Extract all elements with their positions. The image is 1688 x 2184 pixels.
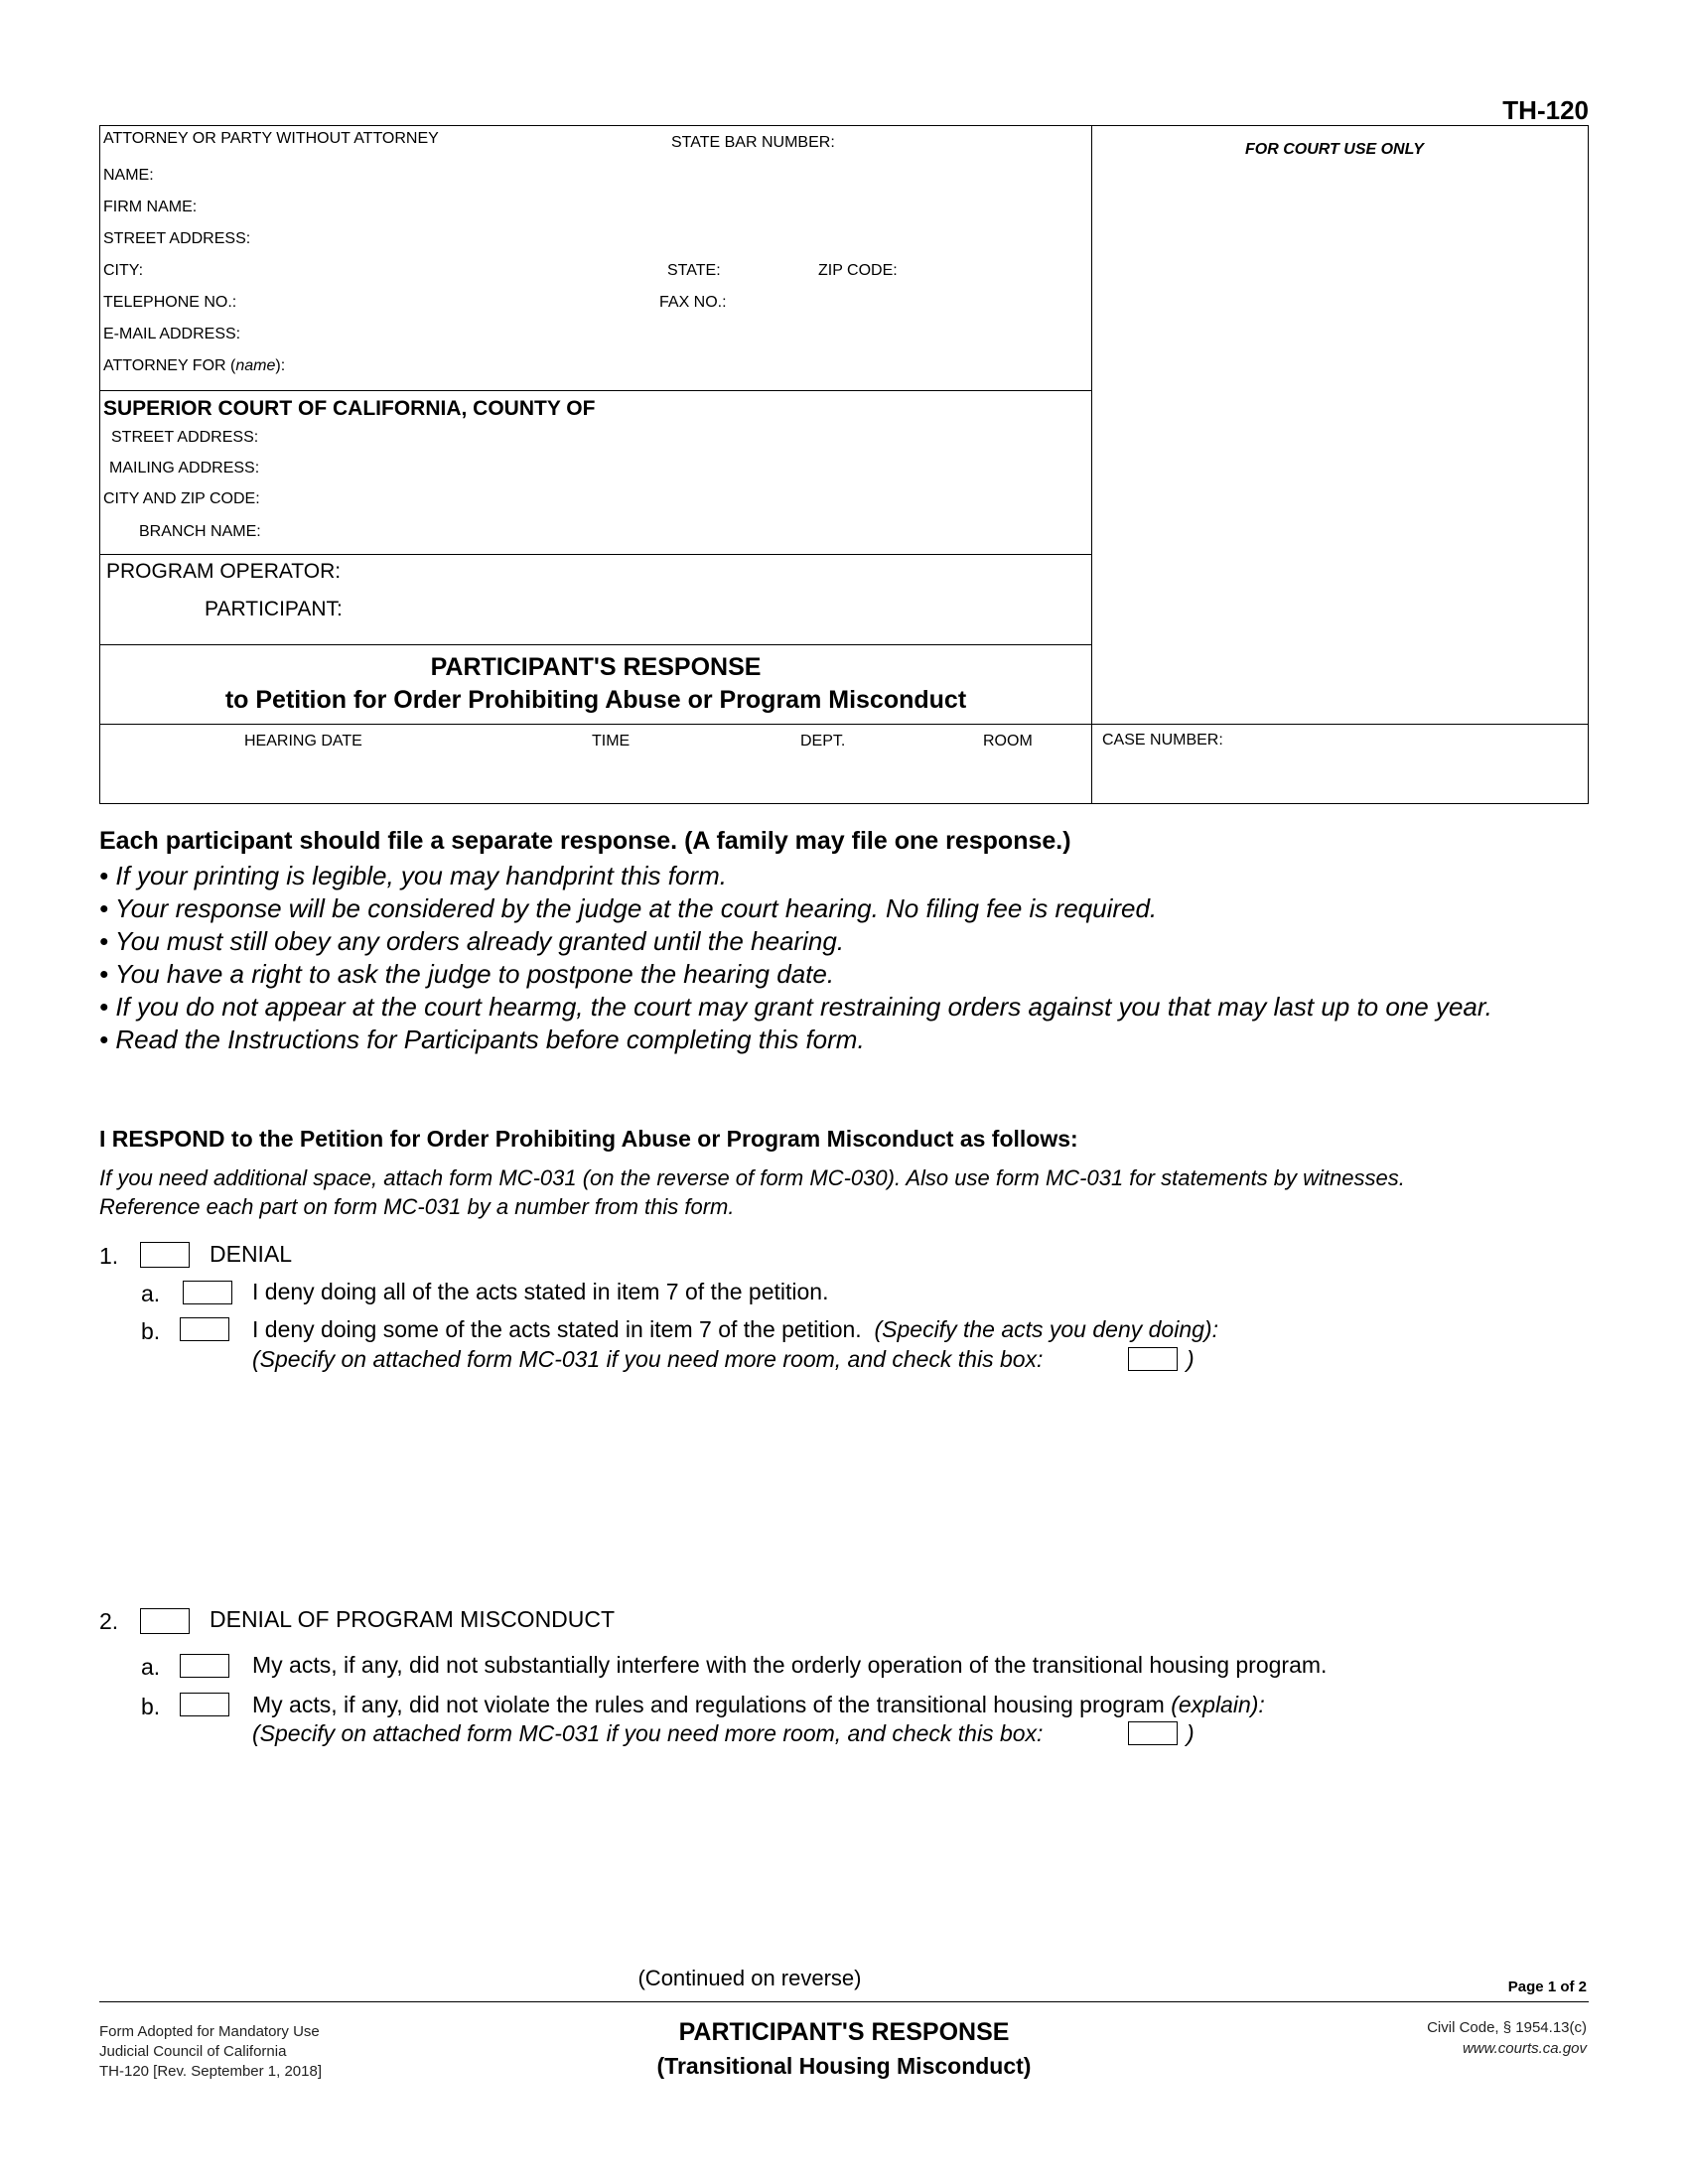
item1a-text: I deny doing all of the acts stated in item 7 of the petition. [252,1279,829,1304]
adopted-line-3: TH-120 [Rev. September 1, 2018] [99,2063,323,2080]
item1b-line [252,1316,1218,1343]
state-bar-label: STATE BAR NUMBER: [671,134,835,151]
item2b-note: (explain): [1171,1692,1265,1717]
form-id: TH-120 [1502,95,1589,125]
firm-label: FIRM NAME: [103,199,198,215]
email-label: E-MAIL ADDRESS: [103,326,241,342]
city-label: CITY: [103,262,144,279]
item1a-checkbox[interactable] [183,1281,232,1304]
state-label: STATE: [667,262,721,279]
court-branch-label: BRANCH NAME: [139,523,261,540]
respond-note-2: Reference each part on form MC-031 by a number from this form. [99,1194,735,1219]
item1b-attach-checkbox[interactable] [1128,1347,1178,1371]
phone-label: TELEPHONE NO.: [103,294,237,311]
item2b-text: My acts, if any, did not violate the rules and regulations of the transitional housing program [252,1692,1165,1717]
court-street-label: STREET ADDRESS: [111,429,259,446]
item2b-attach-text: (Specify on attached form MC-031 if you need more room, and check this box: [252,1720,1044,1746]
attorney-label: ATTORNEY OR PARTY WITHOUT ATTORNEY [103,130,439,147]
room-label: ROOM [983,733,1033,750]
street-label: STREET ADDRESS: [103,230,251,247]
attorney-for-suffix: ): [275,357,286,374]
attorney-for-name: name [235,357,276,374]
divider-court [99,554,1092,555]
adopted-block [99,2022,322,2082]
courts-website[interactable]: www.courts.ca.gov [1462,2040,1587,2057]
intro-heading: Each participant should file a separate response. (A family may file one response.) [99,827,1071,855]
intro-bullet-3: • You must still obey any orders already granted until the hearing. [99,926,845,956]
adopted-line-1: Form Adopted for Mandatory Use [99,2023,320,2040]
item2-label: DENIAL OF PROGRAM MISCONDUCT [210,1606,616,1632]
response-title-line2: to Petition for Order Prohibiting Abuse or Program Misconduct [224,686,967,714]
court-city-label: CITY AND ZIP CODE: [103,490,260,507]
item1b-checkbox[interactable] [180,1317,229,1341]
item1b-letter: b. [141,1318,161,1344]
item1b-note: (Specify the acts you deny doing): [874,1316,1218,1342]
item2b-close: ) [1187,1720,1195,1746]
name-label: NAME: [103,167,154,184]
court-use-label: FOR COURT USE ONLY [1245,141,1424,158]
participant-label: PARTICIPANT: [205,598,343,620]
item1b-attach-text: (Specify on attached form MC-031 if you need more room, and check this box: [252,1346,1044,1372]
item1a-letter: a. [141,1281,161,1306]
item2b-letter: b. [141,1694,161,1719]
intro-bullet-1: • If your printing is legible, you may handprint this form. [99,861,727,890]
case-number-label: CASE NUMBER: [1102,732,1223,749]
item2-number: 2. [99,1608,119,1634]
divider-title [99,724,1589,725]
intro-bullet-6: • Read the Instructions for Participants before completing this form. [99,1024,865,1054]
item1b-close: ) [1187,1346,1195,1372]
item2a-letter: a. [141,1654,161,1680]
respond-heading: I RESPOND to the Petition for Order Prohibiting Abuse or Program Misconduct as follows: [99,1126,1078,1152]
fax-label: FAX NO.: [659,294,727,311]
item2b-attach-checkbox[interactable] [1128,1721,1178,1745]
intro-bullet-4: • You have a right to ask the judge to postpone the hearing date. [99,959,835,989]
footer-rule [99,2001,1589,2002]
footer-title-1: PARTICIPANT'S RESPONSE [678,2018,1010,2046]
civil-code: Civil Code, § 1954.13(c) [1427,2019,1587,2036]
zip-label: ZIP CODE: [818,262,898,279]
item2-checkbox[interactable] [140,1608,190,1634]
page-number: Page 1 of 2 [1507,1979,1587,1995]
item1-label: DENIAL [210,1241,293,1267]
intro-bullet-2: • Your response will be considered by the judge at the court hearing. No filing fee is required. [99,893,1158,923]
item2b-checkbox[interactable] [180,1693,229,1716]
court-title: SUPERIOR COURT OF CALIFORNIA, COUNTY OF [103,397,596,420]
continued-note: (Continued on reverse) [637,1966,862,1990]
item1b-text: I deny doing some of the acts stated in item 7 of the petition. [252,1316,862,1342]
footer-title-2: (Transitional Housing Misconduct) [656,2053,1032,2079]
item1-number: 1. [99,1243,119,1269]
intro-bullet-5: • If you do not appear at the court hearmg, the court may grant restraining orders against you that may last up to one year. [99,992,1492,1022]
hearing-date-label: HEARING DATE [244,733,362,750]
court-mailing-label: MAILING ADDRESS: [109,460,260,477]
item2b-line [252,1692,1265,1718]
adopted-line-2: Judicial Council of California [99,2043,287,2060]
response-title-line1: PARTICIPANT'S RESPONSE [430,653,762,681]
time-label: TIME [592,733,631,750]
attorney-for-label [103,357,285,375]
divider-parties [99,644,1092,645]
dept-label: DEPT. [800,733,846,750]
item2a-text: My acts, if any, did not substantially interfere with the orderly operation of the transitional housing program. [252,1652,1328,1678]
respond-note-1: If you need additional space, attach form MC-031 (on the reverse of form MC-030). Also use form MC-031 for statements by witnesses. [99,1165,1405,1190]
divider-attorney [99,390,1092,391]
item2a-checkbox[interactable] [180,1654,229,1678]
program-operator-label: PROGRAM OPERATOR: [106,560,342,583]
item1-checkbox[interactable] [140,1242,190,1268]
attorney-for-prefix: ATTORNEY FOR ( [103,357,236,374]
